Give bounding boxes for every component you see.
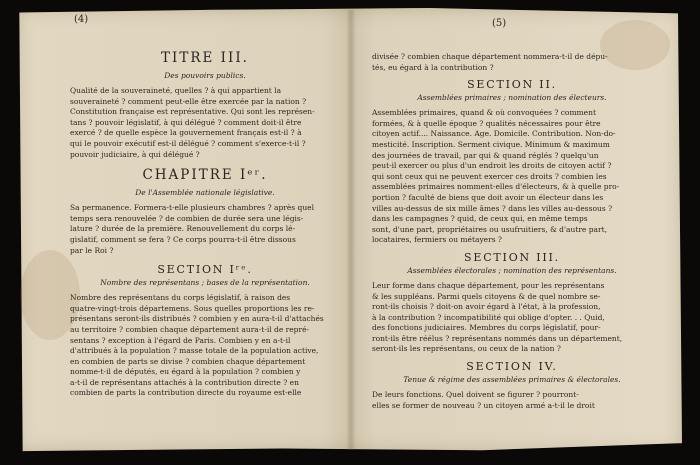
paragraph [70, 293, 340, 399]
text-line: sont, d'une part, propriétaires ou usufruitiers, & d'autre part, [372, 224, 608, 234]
text-line: formées, & à quelle époque ? qualités nécessaires pour être [372, 118, 601, 128]
section-heading: SECTION II. [467, 78, 557, 92]
text-line: tés, eu égard à la contribution ? [372, 62, 494, 72]
title: TITRE III. [161, 50, 249, 66]
paragraph [372, 281, 652, 355]
text-line: Nombre des représentans du corps législatif, à raison des [70, 293, 291, 303]
text-line: d'attribués à la population ? masse totale de la population active, [70, 346, 319, 356]
text-line: à la contribution ? incompatibilité qui oblige d'opter. . . Quid, [372, 312, 605, 322]
text-line: par le Roi ? [70, 245, 114, 255]
text-line: divisée ? combien chaque département nommera-t-il de dépu- [372, 52, 608, 61]
text-line: combien de parts la contribution directe du royaume est-elle [70, 388, 302, 398]
text-line: Qualité de la souveraineté, quelles ? à qui appartient la [70, 86, 282, 95]
text-line: seront-ils les représentans, ou ceux de la nation ? [372, 344, 561, 354]
text-line: qui sont ceux qui ne peuvent exercer ces droits ? combien les [372, 171, 607, 181]
text-line: Leur forme dans chaque département, pour les représentans [372, 280, 605, 290]
text-line: nomme-t-il de députés, eu égard à la population ? combien y [70, 367, 301, 377]
text-line: citoyen actif.... Naissance. Age. Domicile. Contribution. Non-do- [372, 129, 616, 139]
text-line: gislatif, comment se fera ? Ce corps pourra-t-il être dissous [70, 234, 296, 244]
text-line: au territoire ? combien chaque département aura-t-il de repré- [70, 324, 310, 334]
text-line: quatre-vingt-trois départemens. Sous quelles proportions les re- [70, 303, 315, 313]
page-number: (5) [492, 18, 507, 29]
text-line: Constitution française est représentative. Qui sont les représen- [70, 107, 315, 117]
text-line: lature ? durée de la première. Renouvellement du corps lé- [70, 224, 296, 234]
text-line: ront-ils choisis ? doit-on avoir égard à l'état, à la profession, [372, 302, 601, 312]
page-fold [346, 10, 356, 450]
text-line: pouvoir judiciaire, à qui délégué ? [70, 149, 200, 159]
text-line: & les suppléans. Parmi quels citoyens & de quel nombre se- [372, 291, 601, 301]
title-subtitle: Des pouvoirs publics. [164, 71, 246, 80]
section-subtitle: Tenue & régime des assemblées primaires & électorales. [403, 375, 621, 385]
text-line: locataires, fermiers ou métayers ? [372, 235, 502, 245]
text-line: qui le pouvoir exécutif est-il délégué ? comment s'exerce-t-il ? [70, 138, 306, 148]
text-line: temps sera renouvelée ? de combien de durée sera une légis- [70, 213, 304, 223]
text-line: peut-il exercer ou plus d'un endroit les droits de citoyen actif ? [372, 161, 612, 171]
text-line: des journées de travail, par qui & quand réglés ? quelqu'un [372, 150, 599, 160]
text-line: mesticité. Inscription. Serment civique. Minimum & maximum [372, 139, 610, 149]
chapter-heading: CHAPITRE Iᵉʳ. [142, 167, 268, 184]
paragraph [372, 52, 652, 73]
text-line: ront-ils être réélus ? représentans nommés dans un département, [372, 333, 623, 343]
section-subtitle: Assemblées électorales ; nomination des représentans. [407, 265, 617, 275]
section-heading: SECTION Iʳᵉ. [157, 263, 253, 277]
section-subtitle: Assemblées primaires ; nomination des électeurs. [417, 93, 607, 103]
chapter-subtitle: De l'Assemblée nationale législative. [135, 188, 275, 198]
section-heading: SECTION III. [464, 250, 560, 264]
text-line: exercé ? de quelle espèce la gouvernement français est-il ? à [70, 128, 302, 138]
text-line: en combien de parts se divise ? combien chaque département [70, 356, 306, 366]
text-line: Assemblées primaires, quand & où convoquées ? comment [372, 108, 596, 118]
text-line: dans les campagnes ? quid, de ceux qui, en même temps [372, 214, 588, 224]
paragraph [372, 108, 652, 246]
right-page [372, 18, 652, 411]
left-page [70, 14, 340, 399]
page-number: (4) [74, 14, 89, 25]
text-line: Sa permanence. Formera-t-elle plusieurs chambres ? après quel [70, 203, 314, 213]
section-subtitle: Nombre des représentans ; bases de la représentation. [100, 278, 310, 288]
text-line: De leurs fonctions. Quel doivent se figurer ? pourront- [372, 390, 579, 400]
text-line: des fonctions judiciaires. Membres du corps législatif, pour- [372, 323, 601, 333]
paragraph [70, 86, 340, 160]
text-line: présentans seront-ils distribués ? combien y en aura-t-il d'attachés [70, 314, 324, 324]
text-line: villes au-dessus de six mille âmes ? dans les villes au-dessous ? [372, 203, 613, 213]
text-line: tans ? pouvoir législatif, à qui délégué ? comment doit-il être [70, 117, 302, 127]
paragraph [70, 203, 340, 256]
text-line: sentans ? exception à l'égard de Paris. Combien y en a-t-il [70, 335, 291, 345]
text-line: assemblées primaires nomment-elles d'électeurs, & à quelle pro- [372, 182, 620, 192]
section-heading: SECTION IV. [466, 360, 558, 374]
text-line: elles se former de nouveau ? un citoyen armé a-t-il le droit [372, 400, 595, 410]
text-line: portion ? faculté de biens que doit avoir un électeur dans les [372, 192, 604, 202]
text-line: souveraineté ? comment peut-elle être exercée par la nation ? [70, 96, 307, 106]
text-line: a-t-il de représentans attachés à la contribution directe ? en [70, 377, 299, 387]
paragraph [372, 390, 652, 411]
